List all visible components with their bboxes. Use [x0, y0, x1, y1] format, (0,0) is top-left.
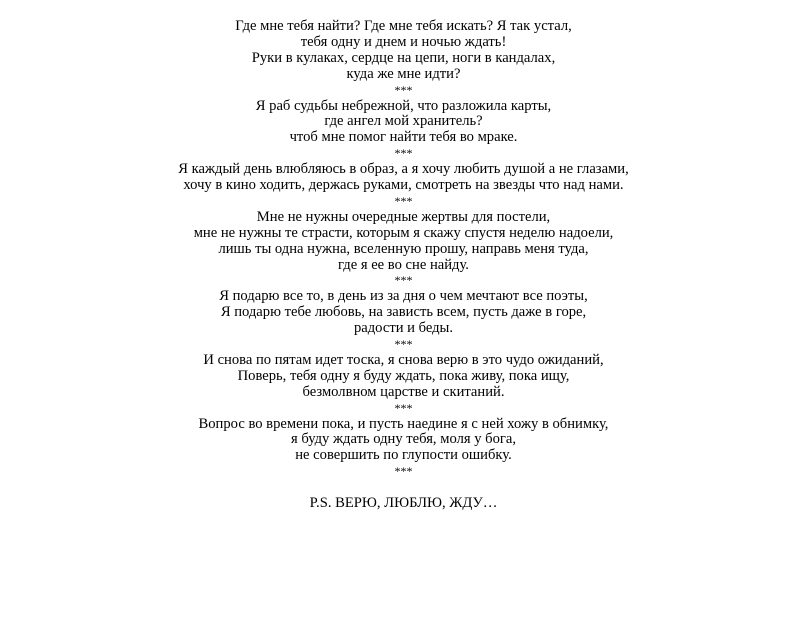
poem-line: Я подарю все то, в день из за дня о чем мечтают все поэты,	[219, 288, 588, 305]
poem-line: Поверь, тебя одну я буду ждать, пока живу, пока ищу,	[237, 367, 570, 384]
poem-line: Мне не нужны очередные жертвы для постели,	[256, 208, 551, 225]
stanza-separator: ***	[394, 337, 413, 352]
poem-line: радости и беды.	[353, 320, 454, 337]
poem-line: Я каждый день влюбляюсь в образ, а я хочу любить душой а не глазами,	[178, 161, 629, 178]
poem-line: безмолвном царстве и скитаний.	[302, 383, 505, 400]
poem-line: Я раб судьбы небрежной, что разложила карты,	[255, 97, 552, 114]
postscript: P.S. ВЕРЮ, ЛЮБЛЮ, ЖДУ…	[309, 495, 498, 512]
poem-line: не совершить по глупости ошибку.	[295, 447, 512, 464]
poem-line: Вопрос во времени пока, и пусть наедине я с ней хожу в обнимку,	[198, 415, 609, 432]
poem-document	[0, 19, 807, 512]
stanza-5	[0, 289, 807, 337]
stanza-4	[0, 210, 807, 274]
stanza-separator: ***	[394, 400, 413, 415]
poem-line: где я ее во сне найду.	[338, 256, 469, 273]
poem-line: Руки в кулаках, сердце на цепи, ноги в кандалах,	[251, 49, 556, 66]
poem-line: чтоб мне помог найти тебя во мраке.	[289, 129, 518, 146]
stanza-3	[0, 162, 807, 194]
stanza-separator: ***	[394, 464, 413, 479]
poem-line: И снова по пятам идет тоска, я снова верю в это чудо ожиданий,	[203, 351, 604, 368]
poem-line: Где мне тебя найти? Где мне тебя искать? Я так устал,	[235, 18, 572, 34]
stanza-separator: ***	[394, 273, 413, 288]
poem-line: мне не нужны те страсти, которым я скажу спустя неделю надоели,	[193, 224, 614, 241]
poem-line: я буду ждать одну тебя, моля у бога,	[290, 431, 516, 448]
poem-line: куда же мне идти?	[346, 65, 461, 82]
stanza-separator: ***	[394, 82, 413, 97]
poem-line: хочу в кино ходить, держась руками, смотреть на звезды что над нами.	[183, 177, 624, 194]
poem-line: тебя одну и днем и ночью ждать!	[300, 33, 507, 50]
poem-line: Я подарю тебе любовь, на зависть всем, пусть даже в горе,	[220, 304, 587, 321]
stanza-6	[0, 353, 807, 401]
stanza-separator: ***	[394, 193, 413, 208]
stanza-1	[0, 19, 807, 83]
stanza-7	[0, 417, 807, 465]
poem-line: лишь ты одна нужна, вселенную прошу, направь меня туда,	[218, 240, 589, 257]
poem-line: где ангел мой хранитель?	[324, 113, 483, 130]
stanza-separator: ***	[394, 146, 413, 161]
stanza-2	[0, 99, 807, 147]
